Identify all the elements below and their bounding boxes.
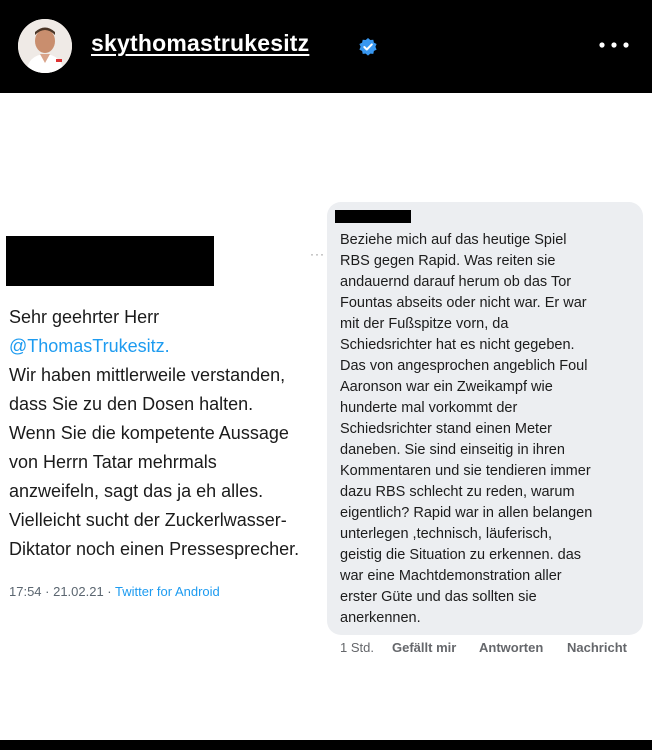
comment-text-line: mit der Fußspitze vorn, da	[340, 316, 509, 332]
tweet-timestamp	[9, 584, 220, 599]
bottom-bar	[0, 740, 652, 750]
tweet-time: 17:54 · 21.02.21 ·	[9, 584, 116, 599]
comment-text-line: RBS gegen Rapid. Was reiten sie	[340, 253, 556, 269]
tweet-text-line: Diktator noch einen Pressesprecher.	[9, 539, 300, 559]
tweet-text-line: von Herrn Tatar mehrmals	[9, 452, 217, 472]
comment-text-line: unterlegen ,technisch, läuferisch,	[340, 526, 552, 542]
comment-text-line: eigentlich? Rapid war in allen belangen	[340, 505, 593, 521]
comment-text-line: Beziehe mich auf das heutige Spiel	[340, 232, 567, 248]
comment-text-line: geistig die Situation zu erkennen. das	[340, 547, 582, 563]
more-options-icon[interactable]	[598, 40, 630, 50]
reply-button[interactable]: Antworten	[479, 640, 544, 655]
comment-time: 1 Std.	[340, 640, 374, 655]
comment-text-line: Kommentaren und sie tendieren immer	[340, 463, 591, 479]
tweet-text-line: Wir haben mittlerweile verstanden,	[9, 365, 286, 385]
comment-text-line: Schiedsrichter stand einen Meter	[340, 421, 552, 437]
tweet-text-line: Sehr geehrter Herr	[9, 307, 160, 327]
comment-text-line: Schiedsrichter hat es nicht gegeben.	[340, 337, 575, 353]
tweet-text-line: Vielleicht sucht der Zuckerlwasser-	[9, 510, 287, 530]
comment-text-line: war eine Machtdemonstration aller	[340, 568, 562, 584]
tweet-text-line: dass Sie zu den Dosen halten.	[9, 394, 254, 414]
profile-photo-icon[interactable]	[18, 19, 72, 73]
tweet-mention: @ThomasTrukesitz.	[9, 336, 170, 356]
like-button[interactable]: Gefällt mir	[392, 640, 457, 655]
comment-text-line: andauernd darauf herum ob das Tor	[340, 274, 572, 290]
post-image	[0, 93, 652, 740]
comment-text-line: erster Güte und das sollten sie	[340, 589, 537, 605]
redacted-commenter-name	[335, 210, 411, 223]
tweet-source-link: Twitter for Android	[115, 584, 220, 599]
instagram-header	[0, 0, 652, 93]
tweet-text-line: anzweifeln, sagt das ja eh alles.	[9, 481, 264, 501]
tweet-text-line: Wenn Sie die kompetente Aussage	[9, 423, 289, 443]
comment-text-line: Aaronson war ein Zweikampf wie	[340, 379, 553, 395]
tweet-more-icon: ···	[310, 247, 325, 261]
comment-text-line: Fountas abseits oder nicht war. Er war	[340, 295, 587, 311]
verified-badge-icon	[358, 37, 378, 57]
comment-text-line: daneben. Sie sind einseitig in ihren	[340, 442, 565, 458]
comment-text-line: dazu RBS schlecht zu reden, warum	[340, 484, 575, 500]
message-button[interactable]: Nachricht	[567, 640, 627, 655]
comment-text-line: hunderte mal vorkommt der	[340, 400, 518, 416]
username-link[interactable]: skythomastrukesitz	[91, 30, 310, 56]
comment-text-line: anerkennen.	[340, 610, 421, 626]
redacted-name-block	[6, 236, 214, 286]
comment-text-line: Das von angesprochen angeblich Foul	[340, 358, 588, 374]
